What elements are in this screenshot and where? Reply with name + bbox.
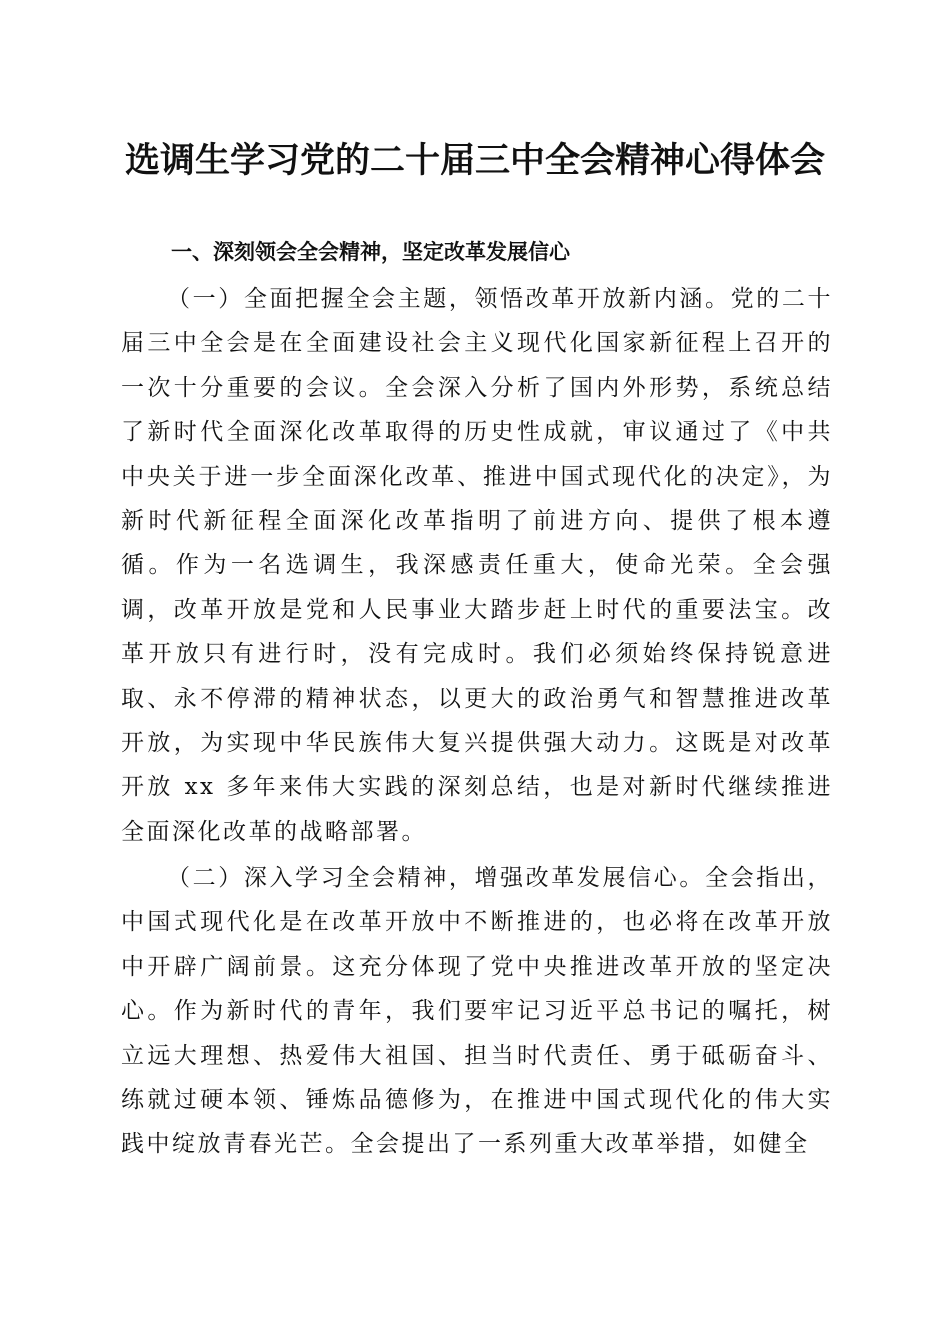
section-heading-1: 一、深刻领会全会精神，坚定改革发展信心 [171, 240, 570, 264]
paragraph-1: （一）全面把握全会主题，领悟改革开放新内涵。党的二十届三中全会是在全面建设社会主义现代化国家新征程上召开的一次十分重要的会议。全会深入分析了国内外形势，系统总结了新时代全面深化改革取得的历史性成就，审议通过了《中共中央关于进一步全面深化改革、推进中国式现代化的决定》，为新时代新征程全面深化改革指明了前进方向、提供了根本遵循。作为一名选调生，我深感责任重大，使命光荣。全会强调，改革开放是党和人民事业大踏步赶上时代的重要法宝。改革开放只有进行时，没有完成时。我们必须始终保持锐意进取、永不停滞的精神状态，以更大的政治勇气和智慧推进改革开放，为实现中华民族伟大复兴提供强大动力。这既是对改革开放 xx 多年来伟大实践的深刻总结，也是对新时代继续推进全面深化改革的战略部署。 [121, 286, 833, 845]
document-title: 选调生学习党的二十届三中全会精神心得体会 [124, 140, 825, 181]
paragraph-2: （二）深入学习全会精神，增强改革发展信心。全会指出，中国式现代化是在改革开放中不断推进的，也必将在改革开放中开辟广阔前景。这充分体现了党中央推进改革开放的坚定决心。作为新时代的青年，我们要牢记习近平总书记的嘱托，树立远大理想、热爱伟大祖国、担当时代责任、勇于砥砺奋斗、练就过硬本领、锤炼品德修为，在推进中国式现代化的伟大实践中绽放青春光芒。全会提出了一系列重大改革举措，如健全 [121, 865, 833, 1158]
